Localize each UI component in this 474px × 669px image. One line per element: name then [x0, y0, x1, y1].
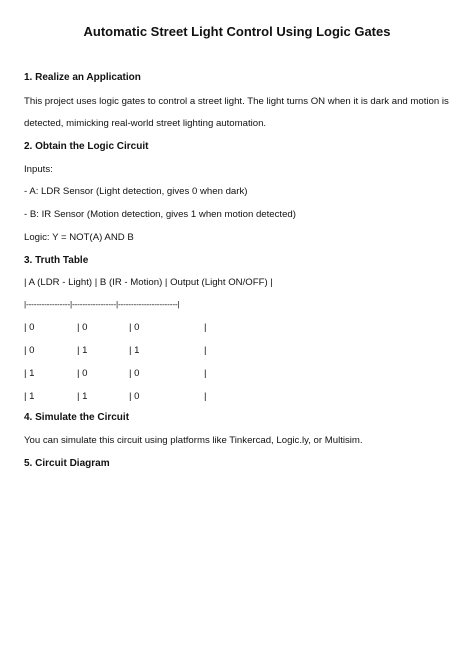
- row-2-col-a: | 0: [24, 345, 35, 356]
- row-3-end: |: [204, 368, 207, 379]
- row-4-col-output: | 0: [129, 391, 140, 402]
- row-3-col-b: | 0: [77, 368, 88, 379]
- row-1-col-b: | 0: [77, 322, 88, 333]
- section-1-heading: 1. Realize an Application: [24, 72, 141, 83]
- section-4-heading: 4. Simulate the Circuit: [24, 412, 130, 423]
- section-2-heading: 2. Obtain the Logic Circuit: [24, 141, 149, 152]
- row-2-end: |: [204, 345, 207, 356]
- row-4-end: |: [204, 391, 207, 402]
- row-3-col-a: | 1: [24, 368, 35, 379]
- document-title: Automatic Street Light Control Using Logic Gates: [83, 24, 391, 39]
- row-4-col-a: | 1: [24, 391, 35, 402]
- section-3-heading: 3. Truth Table: [24, 255, 89, 266]
- row-1-col-a: | 0: [24, 322, 35, 333]
- simulation-text: You can simulate this circuit using platforms like Tinkercad, Logic.ly, or Multisim.: [24, 435, 363, 446]
- row-1-end: |: [204, 322, 207, 333]
- logic-expression: Logic: Y = NOT(A) AND B: [24, 232, 134, 243]
- row-4-col-b: | 1: [77, 391, 88, 402]
- truth-table-separator: |-----------------|-----------------|-----------------------|: [24, 299, 180, 309]
- row-2-col-output: | 1: [129, 345, 140, 356]
- section-5-heading: 5. Circuit Diagram: [24, 458, 110, 469]
- inputs-label: Inputs:: [24, 164, 53, 175]
- section-1-line-1: This project uses logic gates to control a street light. The light turns ON when it is dark and motion is: [24, 96, 449, 107]
- row-1-col-output: | 0: [129, 322, 140, 333]
- row-3-col-output: | 0: [129, 368, 140, 379]
- section-1-line-2: detected, mimicking real-world street lighting automation.: [24, 118, 267, 129]
- input-a-description: - A: LDR Sensor (Light detection, gives 0 when dark): [24, 186, 248, 197]
- truth-table-header: | A (LDR - Light) | B (IR - Motion) | Output (Light ON/OFF) |: [24, 277, 273, 288]
- input-b-description: - B: IR Sensor (Motion detection, gives 1 when motion detected): [24, 209, 296, 220]
- row-2-col-b: | 1: [77, 345, 88, 356]
